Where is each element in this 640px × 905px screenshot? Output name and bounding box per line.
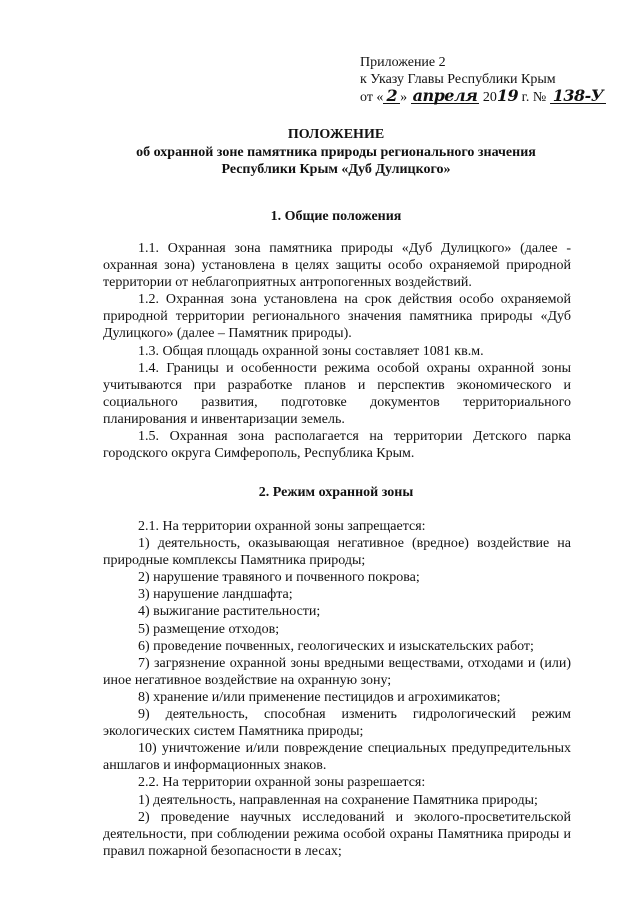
handwritten-day: 2 xyxy=(383,88,400,104)
paragraph-1-5: 1.5. Охранная зона располагается на территории Детского парка городского округа Симферополь, Республика Крым. xyxy=(103,429,571,462)
section1-heading: 1. Общие положения xyxy=(270,209,402,224)
list-item-2-1-5: 5) размещение отходов; xyxy=(138,621,280,637)
list-item-2-1-10: 10) уничтожение и/или повреждение специальных предупредительных аншлагов и информационных знаков. xyxy=(103,741,571,774)
paragraph-1-1: 1.1. Охранная зона памятника природы «Дуб Дулицкого» (далее - охранная зона) установлена в целях защиты особо охраняемой природной территории от неблагоприятных антропогенных воздействий. xyxy=(103,241,571,291)
date-prefix: от « xyxy=(360,90,384,105)
date-year-prefix: 20 xyxy=(482,90,497,105)
appendix-date-line xyxy=(360,88,606,106)
list-item-2-1-2: 2) нарушение травяного и почвенного покрова; xyxy=(138,570,420,586)
list-item-2-2-2: 2) проведение научных исследований и эколого-просветительской деятельности, при соблюдении режима особой охраны Памятника природы и правил пожарной безопасности в лесах; xyxy=(103,809,571,859)
list-item-2-1-9: 9) деятельность, способная изменить гидрологический режим экологических систем Памятника природы; xyxy=(103,707,571,740)
handwritten-decree-number: 138-У xyxy=(550,88,607,104)
date-number-label: г. № xyxy=(521,90,547,105)
list-item-2-1-3: 3) нарушение ландшафта; xyxy=(138,587,293,603)
list-item-2-1-1: 1) деятельность, оказывающая негативное (вредное) воздействие на природные комплексы Памятника природы; xyxy=(103,536,571,569)
paragraph-1-4: 1.4. Границы и особенности режима особой охраны охранной зоны учитываются при разработке планов и перспектив экономического и социального развития, подготовке документов территориального планирования и инвентаризации земель. xyxy=(103,360,571,427)
section1-body xyxy=(103,240,571,462)
list-item-2-1-7: 7) загрязнение охранной зоны вредными веществами, отходами и (или) иное негативное воздействие на охранную зону; xyxy=(103,655,571,688)
list-item-2-1-4: 4) выжигание растительности; xyxy=(138,604,321,620)
paragraph-1-2: 1.2. Охранная зона установлена на срок действия особо охраняемой природной территории регионального значения памятника природы «Дуб Дулицкого» (далее – Памятник природы). xyxy=(103,292,571,342)
section2-body xyxy=(103,518,571,860)
section2-heading: 2. Режим охранной зоны xyxy=(258,485,414,500)
list-item-2-2-1: 1) деятельность, направленная на сохранение Памятника природы; xyxy=(138,792,538,808)
appendix-block xyxy=(360,54,606,106)
list-item-2-1-8: 8) хранение и/или применение пестицидов и агрохимикатов; xyxy=(138,689,501,705)
document-title: ПОЛОЖЕНИЕ xyxy=(287,127,385,142)
handwritten-month: апреля xyxy=(412,86,478,105)
document-subtitle-line1: об охранной зоне памятника природы регионального значения xyxy=(136,145,536,160)
paragraph-2-2: 2.2. На территории охранной зоны разрешается: xyxy=(138,775,426,791)
paragraph-1-3: 1.3. Общая площадь охранной зоны составляет 1081 кв.м. xyxy=(138,343,484,359)
paragraph-2-1: 2.1. На территории охранной зоны запрещается: xyxy=(138,519,426,534)
appendix-decree: к Указу Главы Республики Крым xyxy=(360,72,556,87)
list-item-2-1-6: 6) проведение почвенных, геологических и изыскательских работ; xyxy=(138,638,534,654)
document-subtitle-line2: Республики Крым «Дуб Дулицкого» xyxy=(221,162,451,177)
handwritten-year: 19 xyxy=(496,86,519,105)
appendix-number: Приложение 2 xyxy=(360,55,446,70)
date-mid: » xyxy=(400,90,408,105)
